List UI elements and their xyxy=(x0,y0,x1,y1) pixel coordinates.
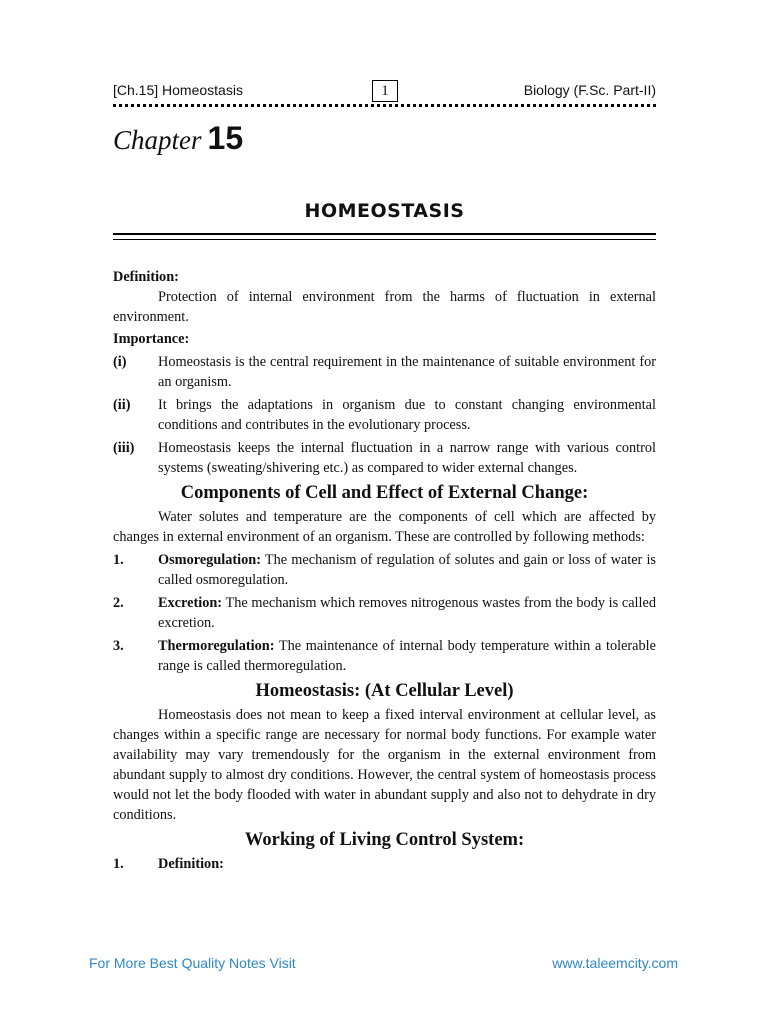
footer-website-link[interactable]: www.taleemcity.com xyxy=(552,955,678,971)
list-text: Homeostasis is the central requirement in the maintenance of suitable environment for an organism. xyxy=(158,354,656,390)
list-item xyxy=(113,438,656,478)
list-description: The mechanism of regulation of solutes and gain or loss of water is called osmoregulation. xyxy=(158,552,656,588)
list-marker: (i) xyxy=(113,354,127,370)
working-heading: Working of Living Control System: xyxy=(244,830,525,850)
page-title: HOMEOSTASIS xyxy=(304,200,465,222)
components-heading: Components of Cell and Effect of External Change: xyxy=(180,483,589,503)
list-marker: 2. xyxy=(113,595,124,611)
list-item xyxy=(113,395,656,435)
list-item xyxy=(113,352,656,392)
list-term: Definition: xyxy=(158,856,224,872)
list-marker: 3. xyxy=(113,638,124,654)
running-header xyxy=(113,80,656,102)
definition-heading: Definition: xyxy=(113,269,179,285)
list-marker: (ii) xyxy=(113,397,131,413)
header-chapter-label: [Ch.15] Homeostasis xyxy=(113,82,243,98)
list-item xyxy=(113,550,656,590)
list-item xyxy=(113,593,656,633)
chapter-heading xyxy=(113,120,243,157)
list-term: Osmoregulation: xyxy=(158,552,261,568)
cellular-text: Homeostasis does not mean to keep a fixed interval environment at cellular level, as changes within a specific range are necessary for normal body functions. For example water availability may vary tremendously for the organism in the external environment from abundant supply to almost dry conditions. However, the central system of homeostasis process would not let the body flooded with water in abundant supply and also not to dehydrate in dry conditions. xyxy=(113,707,656,823)
list-text: Homeostasis keeps the internal fluctuation in a narrow range with various control systems (sweating/shivering etc.) as compared to wider external changes. xyxy=(158,440,656,476)
list-term: Thermoregulation: xyxy=(158,638,275,654)
list-marker: (iii) xyxy=(113,440,135,456)
title-rule-thick xyxy=(113,233,656,235)
header-dotted-rule xyxy=(113,104,656,107)
importance-heading: Importance: xyxy=(113,331,190,347)
chapter-number: 15 xyxy=(207,120,244,156)
list-text: It brings the adaptations in organism due to constant changing environmental conditions and contributes in the evolutionary process. xyxy=(158,397,656,433)
page-number-box: 1 xyxy=(372,80,398,102)
chapter-word: Chapter xyxy=(113,125,202,155)
list-text xyxy=(158,636,656,676)
list-text xyxy=(158,550,656,590)
cellular-heading: Homeostasis: (At Cellular Level) xyxy=(255,681,514,701)
list-item xyxy=(113,854,656,874)
definition-text: Protection of internal environment from the harms of fluctuation in external environment. xyxy=(113,289,656,325)
title-rule-thin xyxy=(113,239,656,240)
header-subject-label: Biology (F.Sc. Part-II) xyxy=(523,82,656,98)
components-intro: Water solutes and temperature are the components of cell which are affected by changes in external environment of an organism. These are controlled by following methods: xyxy=(113,509,656,545)
main-content xyxy=(113,267,656,874)
list-description: The maintenance of internal body temperature within a tolerable range is called thermoregulation. xyxy=(158,638,656,674)
list-term: Excretion: xyxy=(158,595,223,611)
footer-promo-text: For More Best Quality Notes Visit xyxy=(89,955,296,971)
list-description: The mechanism which removes nitrogenous wastes from the body is called excretion. xyxy=(158,595,656,631)
list-marker: 1. xyxy=(113,552,124,568)
list-item xyxy=(113,636,656,676)
list-text xyxy=(158,593,656,633)
list-marker: 1. xyxy=(113,856,124,872)
